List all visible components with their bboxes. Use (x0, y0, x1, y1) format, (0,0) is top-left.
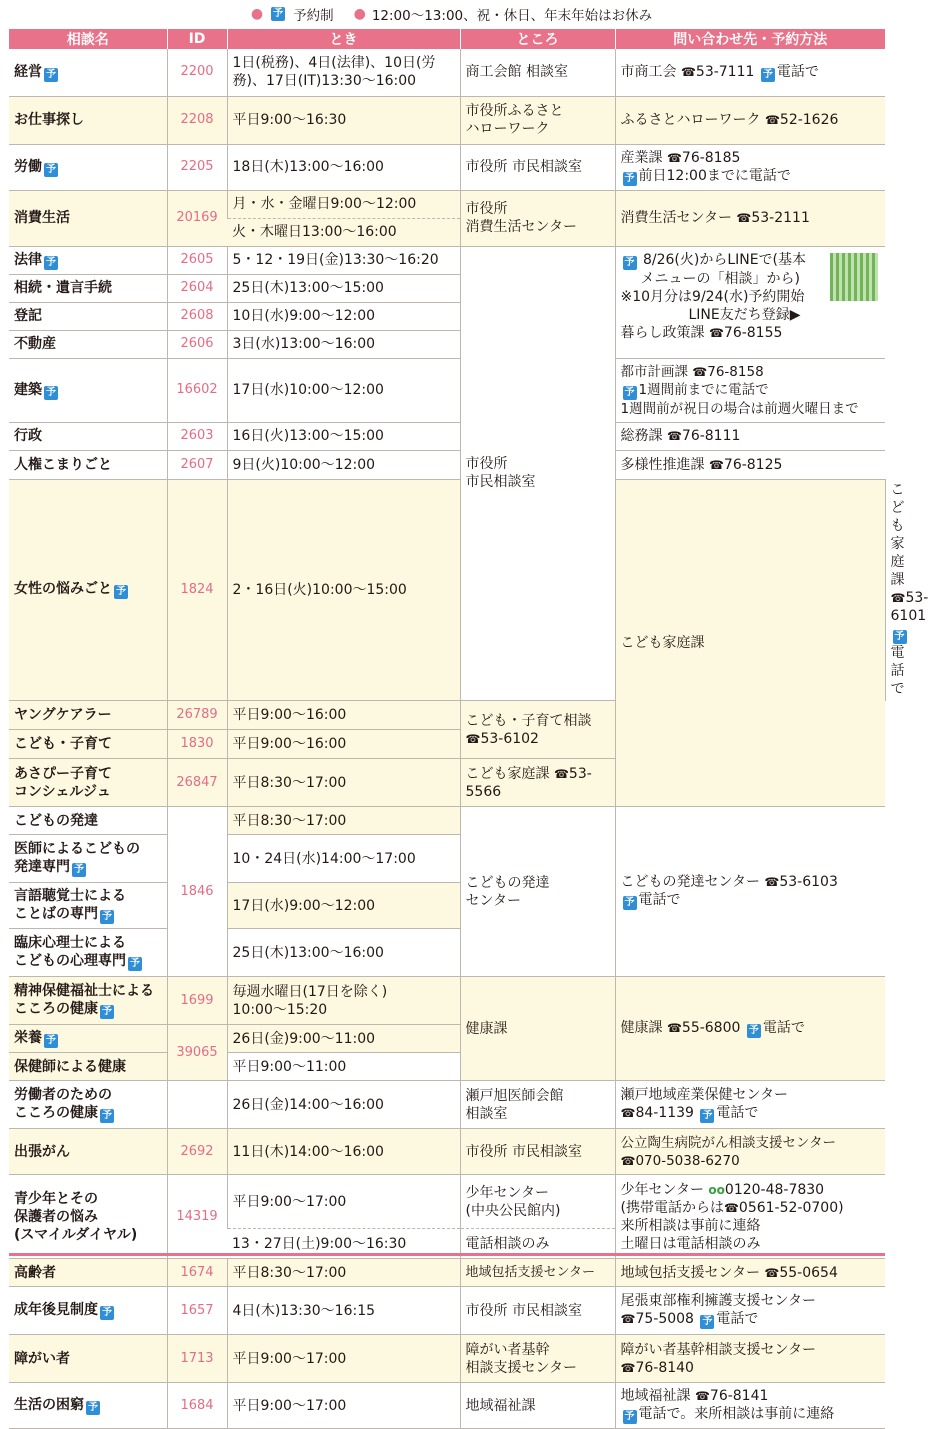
text: 成年後見制度 (14, 1302, 98, 1318)
reservation-icon: 予 (623, 256, 637, 270)
text: 保護者の悩み (14, 1209, 98, 1225)
bottom-rule (9, 1253, 885, 1256)
text: ハローワーク (466, 121, 550, 137)
reservation-icon: 予 (623, 386, 637, 400)
text: 52-1626 (780, 112, 839, 128)
phone-icon: ☎ (667, 429, 682, 443)
phone-icon: ☎ (736, 211, 751, 225)
text: 医師によるこどもの (14, 841, 140, 857)
reservation-icon: 予 (761, 68, 775, 82)
row-place (460, 1335, 615, 1383)
text: 産業課 (621, 150, 663, 166)
row-place (460, 96, 615, 144)
reservation-icon: 予 (623, 172, 637, 186)
row-contact (615, 1383, 885, 1429)
phone-icon: ☎ (681, 65, 696, 79)
row-name (9, 929, 167, 977)
reservation-icon: 予 (893, 630, 907, 644)
row-id: 1657 (167, 1287, 227, 1335)
row-id: 1830 (167, 730, 227, 759)
table-row (9, 450, 885, 479)
text: こどもの発達センター (621, 874, 760, 890)
text: こども家庭課 (466, 766, 550, 782)
row-name: 不動産 (9, 330, 167, 358)
text: こどもの心理専門 (14, 953, 126, 969)
line-friend-link[interactable]: LINE友だち登録▶ (621, 307, 801, 323)
row-name: 人権こまりごと (9, 450, 167, 479)
text: 市役所ふるさと (466, 103, 564, 119)
text: 尾張東部権利擁護支援センター (621, 1293, 816, 1309)
row-place: 地域包括支援センター (460, 1259, 615, 1287)
header-id: ID (167, 29, 227, 49)
text: 青少年とその (14, 1191, 98, 1207)
row-name (9, 759, 167, 807)
text: 暮らし政策課 (621, 325, 705, 341)
text: 84-1139 (635, 1105, 694, 1121)
text: 53-5566 (466, 766, 592, 800)
row-id: 1699 (167, 977, 227, 1025)
row-time: 26日(金)14:00〜16:00 (227, 1081, 460, 1129)
text: 都市計画課 (621, 364, 689, 380)
table-row (9, 246, 885, 274)
text: 公立陶生病院がん相談支援センター (621, 1135, 836, 1151)
header-name: 相談名 (9, 29, 167, 49)
text: こども・子育て相談 (466, 713, 592, 729)
phone-icon: ☎ (621, 1106, 636, 1120)
text: ※10月分は9/24(水)予約開始 (621, 289, 805, 305)
text: センター (466, 893, 521, 909)
freedial-icon: oo (708, 1181, 725, 1199)
row-id: 26789 (167, 701, 227, 730)
reservation-icon: 予 (100, 1109, 114, 1123)
row-time: 3日(水)13:00〜16:00 (227, 330, 460, 358)
table-row (9, 479, 885, 701)
text: コンシェルジュ (14, 784, 111, 800)
phone-icon: ☎ (724, 1201, 739, 1215)
text: 電話で (716, 1105, 758, 1121)
row-contact (615, 1129, 885, 1175)
row-time: 火・木曜日13:00〜16:00 (227, 218, 460, 246)
row-id: 2692 (167, 1129, 227, 1175)
text: 土曜日は電話相談のみ (621, 1236, 761, 1252)
text: 75-5008 (635, 1311, 694, 1327)
row-name: 障がい者 (9, 1335, 167, 1383)
reservation-icon: 予 (623, 1410, 637, 1424)
reservation-icon: 予 (271, 7, 285, 21)
row-name: 消費生活 (9, 190, 167, 246)
text: 電話で (639, 892, 681, 908)
text: 少年センター (466, 1185, 549, 1201)
row-time: 月・水・金曜日9:00〜12:00 (227, 190, 460, 218)
text: 多様性推進課 (621, 457, 705, 473)
row-name: 保健師による健康 (9, 1053, 167, 1081)
reservation-icon: 予 (100, 1005, 114, 1019)
legend-holiday-text: 12:00〜13:00、祝・休日、年末年始はお休み (372, 4, 652, 24)
text: 法律 (14, 252, 42, 268)
text: 栄養 (14, 1030, 42, 1046)
row-place (460, 246, 615, 701)
reservation-icon: 予 (700, 1315, 714, 1329)
phone-icon: ☎ (621, 1154, 636, 1168)
text: 健康課 (621, 1020, 663, 1036)
phone-icon: ☎ (764, 875, 779, 889)
row-name: ヤングケアラー (9, 701, 167, 730)
row-id: 2208 (167, 96, 227, 144)
row-place (460, 1081, 615, 1129)
row-name (9, 144, 167, 190)
row-name: 高齢者 (9, 1259, 167, 1287)
header-time: とき (227, 29, 460, 49)
text: 55-6800 (682, 1020, 741, 1036)
text: 電話で (777, 64, 819, 80)
row-time: 17日(水)10:00〜12:00 (227, 358, 460, 422)
row-place: 市役所 市民相談室 (460, 144, 615, 190)
row-id: 2606 (167, 330, 227, 358)
row-time: 9日(火)10:00〜12:00 (227, 450, 460, 479)
row-contact (615, 358, 885, 422)
text: 10:00〜15:20 (233, 1002, 328, 1018)
text: 前日12:00までに電話で (639, 168, 791, 184)
row-time: 平日9:00〜16:00 (227, 730, 460, 759)
text: 発達専門 (14, 859, 70, 875)
reservation-icon: 予 (100, 1306, 114, 1320)
text: こども家庭課 (891, 482, 905, 588)
text: 76-8155 (724, 325, 783, 341)
phone-icon: ☎ (765, 113, 780, 127)
text: (携帯電話からは (621, 1200, 724, 1216)
phone-icon: ☎ (621, 1312, 636, 1326)
text: 電話で (891, 645, 905, 697)
legend-dot: ● (354, 6, 366, 22)
text: 労働 (14, 159, 42, 175)
row-time: 平日9:00〜17:00 (227, 1175, 460, 1229)
reservation-icon: 予 (114, 585, 128, 599)
row-time: 26日(金)9:00〜11:00 (227, 1025, 460, 1053)
row-name (9, 1081, 167, 1129)
text: 相談支援センター (466, 1360, 577, 1376)
phone-icon: ☎ (891, 591, 906, 605)
row-name (9, 1383, 167, 1429)
reservation-icon: 予 (44, 256, 58, 270)
row-contact (460, 759, 615, 807)
text: 76-8111 (682, 428, 741, 444)
text: 市商工会 (621, 64, 677, 80)
text: 76-8140 (635, 1360, 694, 1376)
text: 55-0654 (779, 1265, 838, 1281)
row-time: 平日9:00〜16:00 (227, 701, 460, 730)
table-row (9, 96, 885, 144)
table-row (9, 1175, 885, 1229)
text: 1週間前が祝日の場合は前週火曜日まで (621, 401, 859, 417)
reservation-icon: 予 (44, 1034, 58, 1048)
row-time: 平日9:00〜11:00 (227, 1053, 460, 1081)
row-id: 14319 (167, 1175, 227, 1259)
table-row (9, 190, 885, 218)
phone-icon: ☎ (764, 1266, 779, 1280)
line-qr-code[interactable] (830, 253, 878, 301)
row-time: 平日8:30〜17:00 (227, 759, 460, 807)
row-contact (615, 422, 885, 450)
reservation-icon: 予 (72, 863, 86, 877)
row-id (167, 1081, 227, 1129)
row-id: 1713 (167, 1335, 227, 1383)
table-row (9, 807, 885, 835)
row-id: 2200 (167, 49, 227, 96)
text: 障がい者基幹相談支援センター (621, 1342, 816, 1358)
legend-reservation-text: 予約制 (293, 4, 334, 24)
phone-icon: ☎ (695, 1389, 710, 1403)
row-id: 26847 (167, 759, 227, 807)
row-name (9, 1175, 167, 1259)
text: こころの健康 (14, 1001, 98, 1017)
reservation-icon: 予 (100, 910, 114, 924)
row-contact (615, 246, 885, 358)
row-name: お仕事探し (9, 96, 167, 144)
text: 0561-52-0700) (739, 1200, 844, 1216)
row-id: 1824 (167, 479, 227, 701)
text: 臨床心理士による (14, 935, 126, 951)
text: ことばの専門 (14, 906, 98, 922)
text: 8/26(火)からLINEで(基本 (643, 252, 806, 268)
text: こどもの発達 (466, 875, 550, 891)
row-name (9, 358, 167, 422)
row-id: 16602 (167, 358, 227, 422)
text: 消費生活センター (621, 210, 732, 226)
row-time: 11日(木)14:00〜16:00 (227, 1129, 460, 1175)
text: こころの健康 (14, 1105, 98, 1121)
phone-icon: ☎ (709, 458, 724, 472)
row-time: 平日8:30〜17:00 (227, 1259, 460, 1287)
reservation-icon: 予 (44, 163, 58, 177)
text: 76-8141 (710, 1388, 769, 1404)
text: 76-8185 (682, 150, 741, 166)
reservation-icon: 予 (700, 1109, 714, 1123)
row-name: 相続・遺言手続 (9, 274, 167, 302)
row-id: 1684 (167, 1383, 227, 1429)
row-contact (615, 144, 885, 190)
row-time: 平日9:00〜17:00 (227, 1383, 460, 1429)
row-place: 市役所 市民相談室 (460, 1287, 615, 1335)
row-id: 2607 (167, 450, 227, 479)
table-row (9, 358, 885, 422)
row-name (9, 1025, 167, 1053)
reservation-icon: 予 (86, 1401, 100, 1415)
row-name (9, 49, 167, 96)
text: 市役所 (466, 456, 508, 472)
table-row (9, 1259, 885, 1287)
text: 地域福祉課 (621, 1388, 691, 1404)
text: メニューの「相談」から) (621, 271, 800, 287)
text: 電話で (716, 1311, 758, 1327)
row-time (227, 977, 460, 1025)
row-place: 市役所 市民相談室 (460, 1129, 615, 1175)
text: 53-6101 (891, 590, 928, 624)
row-id: 20169 (167, 190, 227, 246)
row-contact (460, 701, 615, 759)
phone-icon: ☎ (667, 151, 682, 165)
row-name: 出張がん (9, 1129, 167, 1175)
text: 0120-48-7830 (725, 1182, 824, 1198)
row-name: こどもの発達 (9, 807, 167, 835)
text: 53-6102 (480, 731, 539, 747)
row-time: 25日(木)13:00〜15:00 (227, 274, 460, 302)
text: 精神保健福祉士による (14, 983, 154, 999)
reservation-icon: 予 (44, 68, 58, 82)
table-row (9, 1335, 885, 1383)
header-contact: 問い合わせ先・予約方法 (615, 29, 885, 49)
row-time: 平日8:30〜17:00 (227, 807, 460, 835)
text: 相談室 (466, 1106, 508, 1122)
phone-icon: ☎ (667, 1021, 682, 1035)
row-time: 18日(木)13:00〜16:00 (227, 144, 460, 190)
row-name (9, 479, 167, 701)
text: 障がい者基幹 (466, 1342, 550, 1358)
text: 市役所 (466, 201, 508, 217)
reservation-icon: 予 (44, 386, 58, 400)
row-contact (615, 1335, 885, 1383)
text: 来所相談は事前に連絡 (621, 1218, 761, 1234)
row-id: 2605 (167, 246, 227, 274)
phone-icon: ☎ (621, 1361, 636, 1375)
row-id: 1674 (167, 1259, 227, 1287)
table-row (9, 49, 885, 96)
phone-icon: ☎ (709, 326, 724, 340)
table-row (9, 1383, 885, 1429)
text: 53-2111 (751, 210, 810, 226)
row-name (9, 883, 167, 929)
row-name (9, 977, 167, 1025)
row-time: 平日9:00〜17:00 (227, 1335, 460, 1383)
row-name (9, 835, 167, 883)
row-contact (615, 1287, 885, 1335)
row-contact (615, 450, 885, 479)
table-row (9, 144, 885, 190)
row-time: 5・12・19日(金)13:30〜16:20 (227, 246, 460, 274)
reservation-icon: 予 (747, 1024, 761, 1038)
row-contact (615, 1259, 885, 1287)
text: 76-8158 (707, 364, 763, 380)
phone-icon: ☎ (554, 767, 569, 781)
text: 53-7111 (696, 64, 755, 80)
row-time: 平日9:00〜16:30 (227, 96, 460, 144)
text: 市民相談室 (466, 474, 536, 490)
row-time: 10日(水)9:00〜12:00 (227, 302, 460, 330)
row-place (460, 807, 615, 977)
text: 労働者のための (14, 1087, 112, 1103)
table-row (9, 1287, 885, 1335)
row-place (460, 190, 615, 246)
text: (スマイルダイヤル) (14, 1227, 137, 1243)
row-name (9, 246, 167, 274)
row-time: 10・24日(水)14:00〜17:00 (227, 835, 460, 883)
row-place (460, 1175, 615, 1229)
row-contact (615, 1081, 885, 1129)
row-time: 1日(税務)、4日(法律)、10日(労務)、17日(IT)13:30〜16:00 (227, 49, 460, 96)
row-place: 商工会館 相談室 (460, 49, 615, 96)
row-contact (615, 49, 885, 96)
text: 瀬戸地域産業保健センター (621, 1087, 788, 1103)
text: 生活の困窮 (14, 1397, 84, 1413)
text: 女性の悩みごと (14, 581, 112, 597)
consultation-table (9, 29, 885, 1429)
row-name: 行政 (9, 422, 167, 450)
row-contact (615, 977, 885, 1081)
text: 毎週水曜日(17日を除く) (233, 984, 388, 1000)
consultation-table-wrapper (9, 29, 885, 1429)
row-name: 登記 (9, 302, 167, 330)
reservation-icon: 予 (128, 957, 142, 971)
row-place: こども家庭課 (615, 479, 885, 807)
legend (0, 0, 903, 28)
text: 建築 (14, 382, 42, 398)
text: 地域包括支援センター (621, 1265, 760, 1281)
row-contact (615, 1175, 885, 1259)
text: 1週間前までに電話で (639, 382, 769, 398)
text: 総務課 (621, 428, 663, 444)
row-id: 1846 (167, 807, 227, 977)
text: (中央公民館内) (466, 1203, 561, 1219)
text: 少年センター (621, 1182, 704, 1198)
row-id: 2603 (167, 422, 227, 450)
legend-dot: ● (251, 6, 263, 22)
row-id: 2608 (167, 302, 227, 330)
row-time: 17日(水)9:00〜12:00 (227, 883, 460, 929)
row-time: 2・16日(火)10:00〜15:00 (227, 479, 460, 701)
phone-icon: ☎ (692, 365, 707, 379)
phone-icon: ☎ (466, 732, 481, 746)
row-name: こども・子育て (9, 730, 167, 759)
reservation-icon: 予 (623, 896, 637, 910)
text: 070-5038-6270 (635, 1153, 739, 1169)
row-time: 4日(木)13:30〜16:15 (227, 1287, 460, 1335)
table-header (9, 29, 885, 49)
table-row (9, 1129, 885, 1175)
table-row (9, 1081, 885, 1129)
text: 電話で。来所相談は事前に連絡 (639, 1406, 835, 1422)
table-row (9, 977, 885, 1025)
text: 53-6103 (779, 874, 838, 890)
row-id: 2205 (167, 144, 227, 190)
row-time: 16日(火)13:00〜15:00 (227, 422, 460, 450)
row-time: 25日(木)13:00〜16:00 (227, 929, 460, 977)
text: 電話で (763, 1020, 805, 1036)
text: 経営 (14, 64, 42, 80)
row-id: 39065 (167, 1025, 227, 1081)
text: あさぴー子育て (14, 766, 112, 782)
row-place: 健康課 (460, 977, 615, 1081)
row-name (9, 1287, 167, 1335)
table-row (9, 422, 885, 450)
text: ふるさとハローワーク (621, 112, 761, 128)
row-place: 地域福祉課 (460, 1383, 615, 1429)
text: 瀬戸旭医師会館 (466, 1088, 564, 1104)
row-contact (615, 807, 885, 977)
text: 76-8125 (724, 457, 783, 473)
text: 言語聴覚士による (14, 888, 126, 904)
row-time: 13・27日(土)9:00〜16:30 (227, 1229, 460, 1259)
row-contact (615, 190, 885, 246)
row-contact (615, 96, 885, 144)
text: 消費生活センター (466, 219, 577, 235)
row-place: 電話相談のみ (460, 1229, 615, 1259)
header-place: ところ (460, 29, 615, 49)
row-id: 2604 (167, 274, 227, 302)
